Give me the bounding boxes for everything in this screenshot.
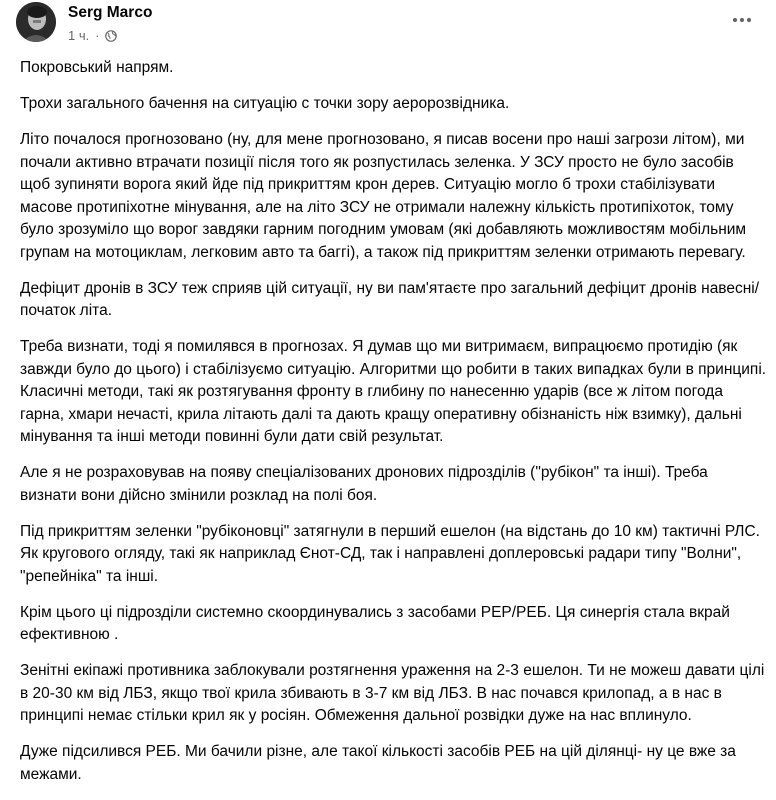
post-paragraph: Треба визнати, тоді я помилявся в прогнозах. Я думав що ми витримаєм, випрацюємо протидію (як завжди було до цього) і стабілізуємо ситуацію. Алгоритми що робити в таких випадках були в принципі. Класичні методи, такі як розтягування фронту в глибину по нанесенню ударів (все ж літом погода гарна, хмари нечасті, крила літають далі та дають кращу оперативну обізнаність ніж взимку), дальні мінування та інші методи повинні були дати свій результат. [20,338,767,445]
post-header [14,2,762,48]
post-text [20,57,768,800]
post-paragraph: Покровський напрям. [20,59,174,76]
post-paragraph: Під прикриттям зеленки "рубіконовці" затягнули в перший ешелон (на відстань до 10 км) тактичні РЛС. Як кругового огляду, такі як наприклад Єнот-СД, так і направлені доплеровські радари типу "Волни", "репейніка" та інші. [20,522,760,585]
post-paragraph: Літо почалося прогнозовано (ну, для мене прогнозовано, я писав восени про наші загрози літом), ми почали активно втрачати позиції після того як розпустилась зеленка. У ЗСУ просто не було засобів щоб зупиняти ворога який йде під прикриттям крон дерев. Ситуацію могло б трохи стабілізувати масове протипіхотне мінування, але на літо ЗСУ не отримали належну кількість протипіхоток, тому було зрозуміло що ворог завдяки гарним погодним умовам (які добавляють можливостям мобільним групам на мотоциклам, легковим авто та баггі), а також під прикриттям зеленки отримають перевагу. [20,131,747,261]
post-paragraph: Але я не розраховував на появу спеціалізованих дронових підрозділів ("рубікон" та інші). Треба визнати вони дійсно змінили розклад на полі боя. [20,464,708,504]
meta-separator: · [95,28,100,43]
post-paragraph: Зенітні екіпажі противника заблокували розтягнення ураження на 2-3 ешелон. Ти не можеш давати цілі в 20-30 км від ЛБЗ, якщо твої крила збивають в 3-7 км від ЛБЗ. В нас почався крилопад, а в нас в принципі немає стільки крил як у росіян. Обмеження дальної розвідки дуже на нас вплинуло. [20,662,765,724]
avatar-photo [16,2,56,42]
post-paragraph: Дуже підсилився РЕБ. Ми бачили різне, але такої кількості засобів РЕБ на цій ділянці- ну це вже за межами. [20,743,736,783]
post-paragraph: Трохи загального бачення на ситуацію с точки зору аеророзвідника. [20,95,510,112]
post-meta [68,28,117,44]
post-timestamp[interactable]: 1 ч. [68,28,90,43]
more-options-button[interactable] [728,8,756,32]
author-avatar[interactable] [16,2,56,42]
post-paragraph: Дефіцит дронів в ЗСУ теж сприяв цій ситуації, ну ви пам'ятаєте про загальний дефіцит дронів навесні/початок літа. [20,279,760,319]
globe-icon[interactable] [105,30,117,42]
author-name[interactable]: Serg Marco [68,4,153,21]
more-horizontal-icon [732,17,752,23]
post-paragraph: Крім цього ці підрозділи системно скоординувались з засобами РЕР/РЕБ. Ця синергія стала вкрай ефективною . [20,603,730,643]
